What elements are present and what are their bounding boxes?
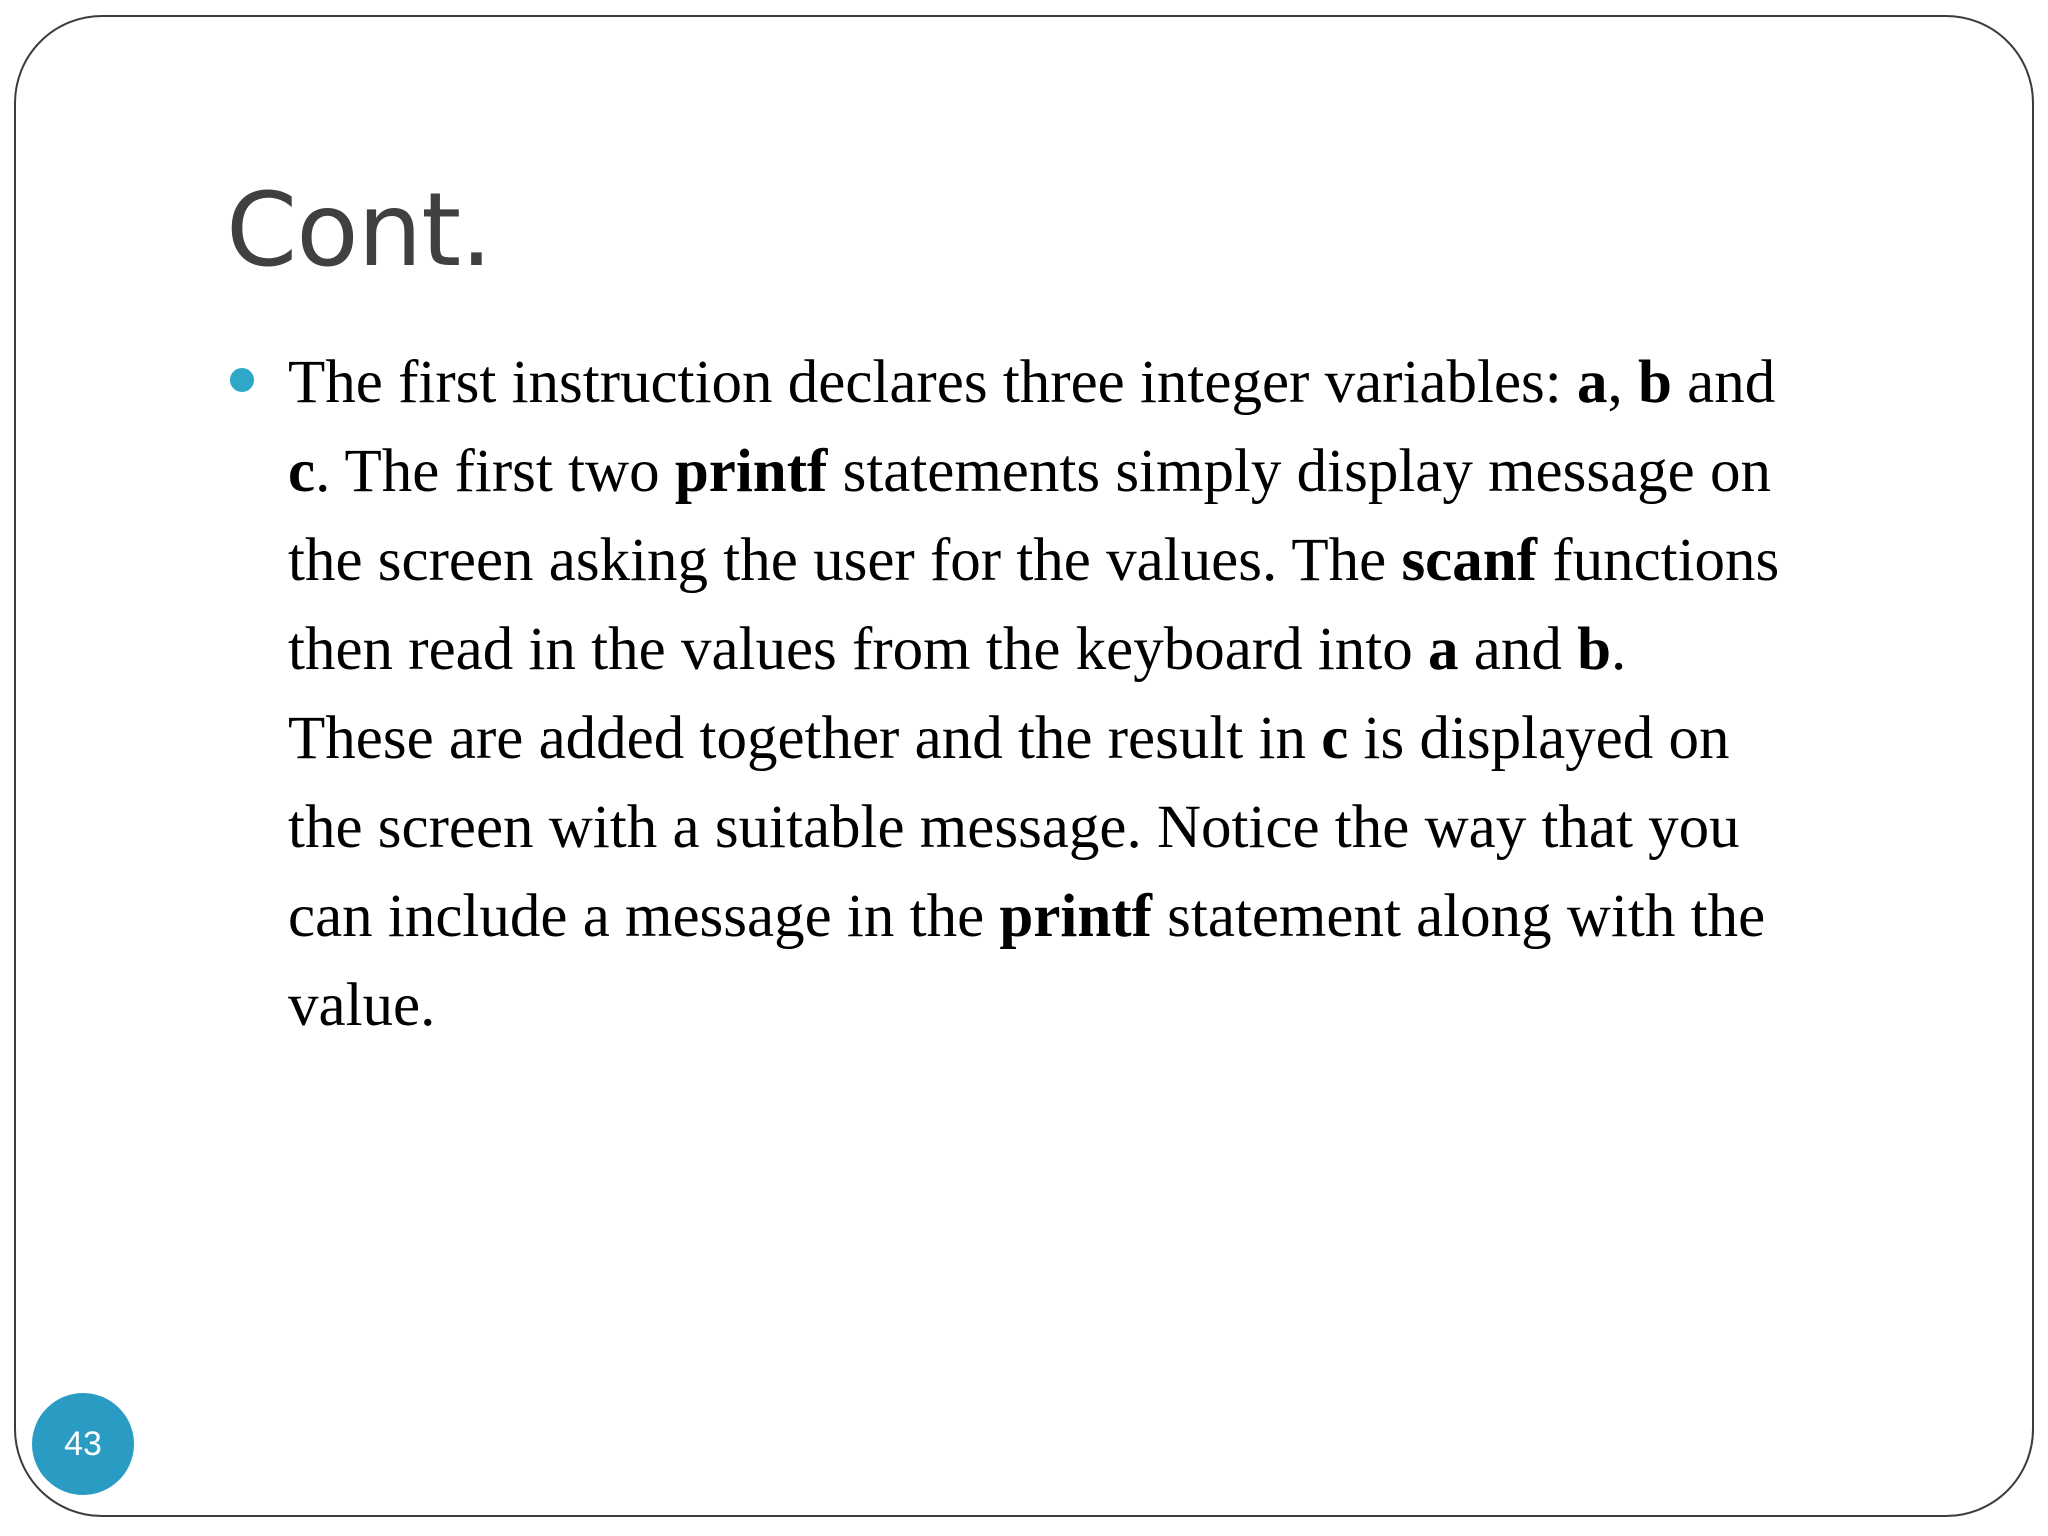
text-segment: statements simply display message on <box>827 438 1772 505</box>
bullet-dot-icon <box>230 368 254 392</box>
bullet-text-line <box>288 872 1946 961</box>
code-keyword: b <box>1577 616 1612 683</box>
bullet-text-line <box>288 694 1946 783</box>
text-segment: the screen with a suitable message. Notice the way that you <box>288 794 1740 861</box>
text-segment: . The first two <box>315 438 675 505</box>
code-keyword: scanf <box>1401 527 1537 594</box>
bullet-list <box>226 338 1946 1050</box>
bullet-text-line <box>288 427 1946 516</box>
text-segment: functions <box>1537 527 1780 594</box>
page-number-badge: 43 <box>32 1393 134 1495</box>
bullet-text-line <box>288 961 1946 1050</box>
text-segment: , <box>1607 349 1638 416</box>
text-segment: the screen asking the user for the values. The <box>288 527 1402 594</box>
text-segment: value. <box>288 972 436 1039</box>
text-segment: . <box>1611 616 1627 683</box>
text-segment: These are added together and the result in <box>288 705 1322 772</box>
text-segment: The first instruction declares three integer variables: <box>288 349 1577 416</box>
bullet-text-line <box>288 338 1946 427</box>
code-keyword: b <box>1637 349 1672 416</box>
code-keyword: c <box>1321 705 1349 772</box>
text-segment: and <box>1458 616 1578 683</box>
code-keyword: a <box>1428 616 1459 683</box>
code-keyword: a <box>1576 349 1608 416</box>
text-segment: can include a message in the <box>288 883 1000 950</box>
bullet-text-line <box>288 605 1946 694</box>
code-keyword: printf <box>674 438 828 505</box>
code-keyword: c <box>288 438 316 505</box>
text-segment: and <box>1671 349 1776 416</box>
bullet-text <box>288 338 1946 1050</box>
text-segment: is displayed on <box>1348 705 1730 772</box>
bullet-item <box>226 338 1946 1050</box>
slide-title: Cont. <box>226 171 492 290</box>
bullet-text-line <box>288 783 1946 872</box>
bullet-text-line <box>288 516 1946 605</box>
text-segment: statement along with the <box>1151 883 1766 950</box>
text-segment: then read in the values from the keyboard into <box>288 616 1428 683</box>
code-keyword: printf <box>999 883 1152 950</box>
